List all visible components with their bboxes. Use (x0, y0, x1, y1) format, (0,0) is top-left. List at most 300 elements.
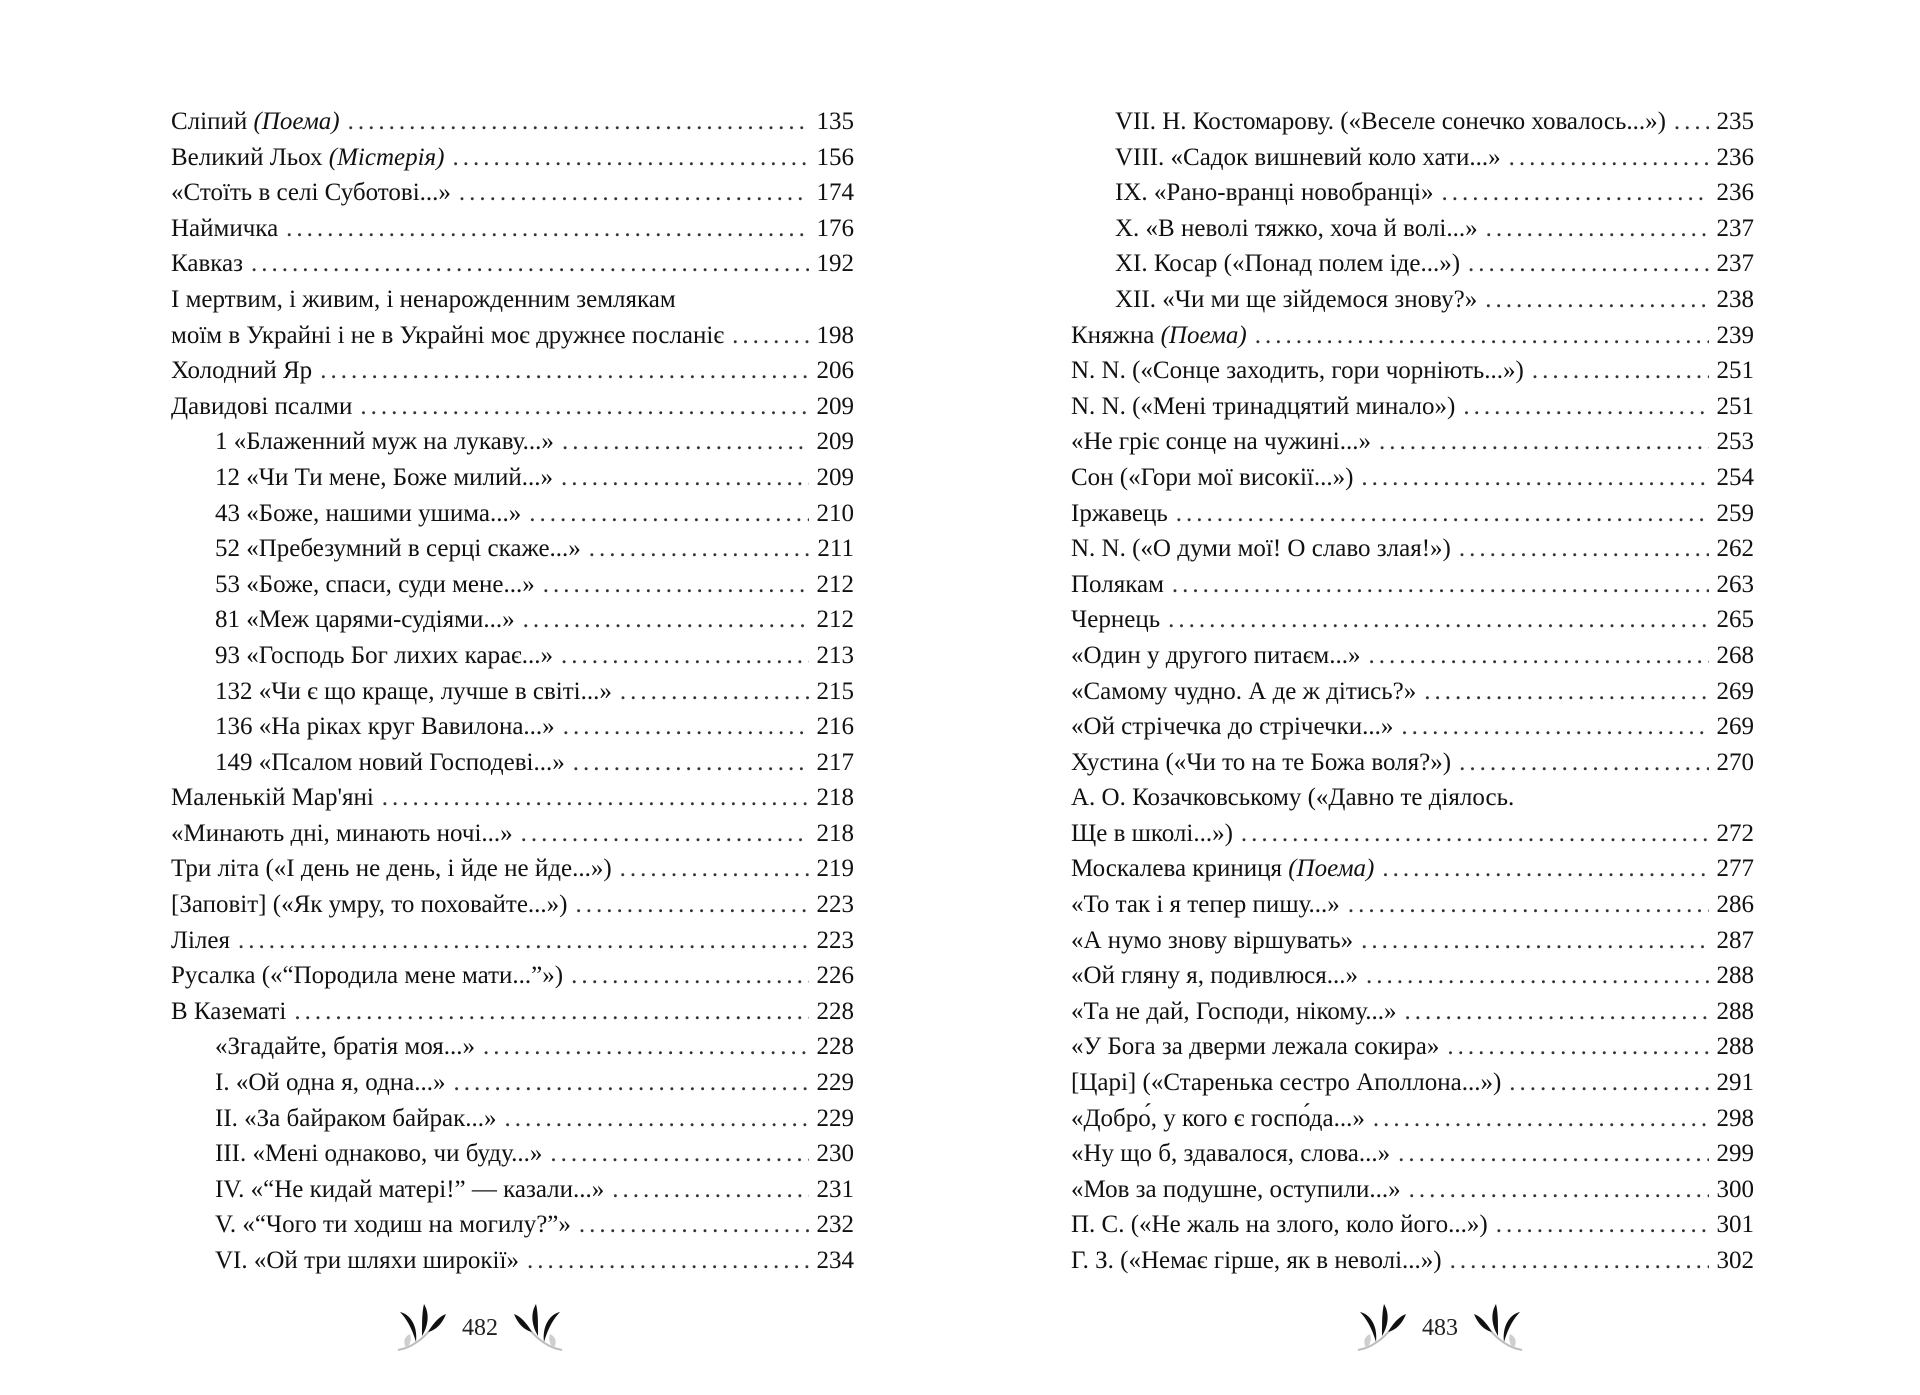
toc-entry (171, 1243, 854, 1279)
dot-leader (1401, 709, 1708, 745)
toc-entry (171, 1136, 854, 1172)
toc-entry-genre: (Поема) (253, 108, 340, 135)
leaf-ornament-icon (1352, 1298, 1408, 1358)
leaf-ornament-icon (512, 1298, 568, 1358)
toc-entry-page: 262 (1716, 535, 1754, 563)
dot-leader (563, 709, 809, 745)
toc-entry-page: 237 (1716, 250, 1754, 278)
toc-entry (171, 638, 854, 674)
toc-entry (1071, 353, 1754, 389)
dot-leader (1450, 1243, 1709, 1279)
toc-entry-title (215, 745, 565, 781)
toc-entry-page: 209 (816, 428, 854, 456)
toc-entry (1071, 674, 1754, 710)
toc-entry-title-text: I. «Ой одна я, одна...» (215, 1069, 446, 1097)
toc-entry-title-text: «Самому чудно. А де ж дітись?» (1071, 677, 1417, 705)
toc-entry (171, 175, 854, 211)
toc-entry (171, 531, 854, 567)
toc-entry-page: 231 (816, 1175, 854, 1203)
toc-entry (1071, 531, 1754, 567)
page-footer-right (960, 1298, 1920, 1358)
dot-leader (1441, 175, 1708, 211)
dot-leader (1404, 994, 1708, 1030)
toc-entry (171, 851, 854, 887)
toc-entry-page: 253 (1716, 428, 1754, 456)
toc-entry-continuation (171, 318, 854, 354)
toc-entry-title-text: 43 «Боже, нашими ушима...» (215, 499, 522, 527)
toc-entry-title (215, 531, 581, 567)
toc-entry (1071, 282, 1754, 318)
toc-entry (171, 353, 854, 389)
toc-entry-title-text: V. «“Чого ти ходиш на могилу?”» (215, 1211, 571, 1239)
toc-entry-title (1071, 1172, 1401, 1208)
toc-entry-title (1071, 531, 1451, 567)
toc-entry (1071, 318, 1754, 354)
dot-leader (1459, 745, 1708, 781)
toc-entry-title (171, 353, 312, 389)
toc-entry-page: 298 (1716, 1104, 1754, 1132)
toc-entry-page: 251 (1716, 357, 1754, 385)
dot-leader (1485, 282, 1708, 318)
dot-leader (562, 424, 809, 460)
dot-leader (453, 140, 809, 176)
toc-entry-page: 270 (1716, 748, 1754, 776)
toc-entry-page: 291 (1716, 1069, 1754, 1097)
toc-entry-page: 174 (816, 179, 854, 207)
toc-entry-title-text: Хустина («Чи то на те Божа воля?») (1071, 748, 1452, 776)
toc-entry-title-text: IV. «“Не кидай матері!” — казали...» (215, 1175, 605, 1203)
toc-entry-title (215, 1101, 496, 1137)
dot-leader (1463, 389, 1708, 425)
toc-entry-title (171, 389, 352, 425)
toc-entry-title (171, 958, 563, 994)
toc-entry (171, 1029, 854, 1065)
toc-entry-title-text: XI. Косар («Понад полем іде...») (1115, 250, 1461, 278)
toc-entry-page: 217 (816, 748, 854, 776)
toc-entry-title (215, 496, 521, 532)
dot-leader (1241, 816, 1709, 852)
dot-leader (360, 389, 808, 425)
toc-entry (1071, 1172, 1754, 1208)
toc-entry-title-text: «Згадайте, братія моя...» (215, 1033, 475, 1061)
toc-entry-page: 302 (1716, 1247, 1754, 1274)
toc-entry-title (171, 104, 340, 140)
toc-entry-title-text: XII. «Чи ми ще зійдемося знову?» (1115, 285, 1478, 313)
dot-leader (1172, 567, 1709, 603)
toc-entry (1071, 1243, 1754, 1279)
toc-entry-title (1071, 709, 1393, 745)
toc-entry-page: 211 (817, 535, 854, 563)
toc-entry-page: 237 (1716, 214, 1754, 242)
toc-entry (171, 211, 854, 247)
toc-entry (1071, 389, 1754, 425)
dot-leader (579, 1207, 809, 1243)
toc-entry-page: 228 (816, 997, 854, 1025)
toc-entry-title-text: Три літа («І день не день, і йде не йде...») (171, 855, 612, 883)
toc-entry (171, 104, 854, 140)
toc-entry-title-text: III. «Мені однаково, чи буду...» (215, 1140, 543, 1168)
toc-entry-title (215, 674, 612, 710)
dot-leader (483, 1029, 809, 1065)
toc-entry-page: 135 (816, 108, 854, 135)
toc-entry-title-text: «Ой гляну я, подивлюся...» (1071, 962, 1358, 990)
toc-entry-page: 156 (816, 143, 854, 171)
toc-entry-title-text: Наймичка (171, 214, 279, 242)
toc-entry-page: 229 (816, 1104, 854, 1132)
toc-entry-page: 272 (1716, 819, 1754, 847)
toc-entry (1071, 104, 1754, 140)
toc-entry-title (1115, 175, 1433, 211)
dot-leader (573, 745, 809, 781)
toc-entry-title-text: VIII. «Садок вишневий коло хати...» (1115, 143, 1501, 171)
toc-entry-page: 218 (816, 784, 854, 812)
toc-entry-title-text: [Царі] («Старенька сестро Аполлона...») (1071, 1069, 1502, 1097)
toc-entry-title-text: Лілея (171, 926, 230, 954)
toc-entry-page: 299 (1716, 1140, 1754, 1168)
toc-entry-page: 234 (816, 1247, 854, 1274)
toc-entry-page: 230 (816, 1140, 854, 1168)
dot-leader (286, 211, 808, 247)
dot-leader (320, 353, 808, 389)
dot-leader (521, 816, 809, 852)
toc-entry-title-text: Кавказ (171, 250, 243, 278)
page-footer-left (0, 1298, 960, 1358)
toc-entry-title (1071, 318, 1247, 354)
toc-entry-title (171, 318, 724, 354)
page-number: 482 (462, 1314, 498, 1341)
toc-entry-title (1071, 424, 1371, 460)
toc-entry-title-text: «Стоїть в селі Суботові...» (171, 179, 451, 207)
toc-entry (171, 674, 854, 710)
toc-entry-page: 212 (816, 606, 854, 634)
toc-entry (171, 994, 854, 1030)
toc-entry-title (1071, 1243, 1442, 1279)
toc-entry-title-text: «Один у другого питаєм...» (1071, 641, 1361, 669)
toc-entry-page: 269 (1716, 713, 1754, 741)
toc-entry (1071, 496, 1754, 532)
toc-entry (171, 923, 854, 959)
toc-entry-title-text: «Мов за подушне, оступили...» (1071, 1175, 1401, 1203)
toc-entry-title-text: II. «За байраком байрак...» (215, 1104, 497, 1132)
toc-entry (171, 140, 854, 176)
toc-entry-title (171, 246, 243, 282)
toc-entry (1071, 211, 1754, 247)
toc-entry-title-text: 1 «Блаженний муж на лукаву...» (215, 428, 554, 456)
toc-entry-page: 287 (1716, 926, 1754, 954)
toc-entry-title (171, 211, 278, 247)
toc-entry-page: 219 (816, 855, 854, 883)
toc-entry-page: 215 (816, 677, 854, 705)
toc-entry-title-text: Ще в школі...») (1071, 819, 1233, 847)
toc-entry-title (1071, 1029, 1439, 1065)
toc-entry-page: 209 (816, 392, 854, 420)
toc-entry-title (171, 780, 374, 816)
dot-leader (294, 994, 808, 1030)
dot-leader (620, 674, 809, 710)
dot-leader (561, 460, 808, 496)
toc-entry-title (1071, 1065, 1501, 1101)
toc-entry-page: 213 (816, 641, 854, 669)
toc-entry-title-text: «Не гріє сонце на чужині...» (1071, 428, 1371, 456)
toc-entry-title-text: N. N. («О думи мої! О славо злая!») (1071, 535, 1451, 563)
toc-entry-page: 229 (816, 1069, 854, 1097)
dot-leader (523, 602, 809, 638)
dot-leader (1532, 353, 1709, 389)
dot-leader (1486, 211, 1709, 247)
toc-entry (1071, 175, 1754, 211)
toc-entry-page: 301 (1716, 1211, 1754, 1239)
toc-entry-page: 198 (816, 321, 854, 349)
toc-entry-title (1071, 851, 1374, 887)
toc-entry (1071, 958, 1754, 994)
dot-leader (251, 246, 809, 282)
toc-entry-title (215, 1172, 604, 1208)
page-number: 483 (1422, 1314, 1458, 1341)
toc-entry-title-text: 132 «Чи є що краще, лучше в світі...» (215, 677, 612, 705)
toc-entry-page: 212 (816, 570, 854, 598)
toc-entry (1071, 780, 1754, 851)
toc-entry-title (1071, 602, 1160, 638)
dot-leader (612, 1172, 808, 1208)
toc-entry-title-text: Чернець (1071, 606, 1161, 634)
dot-leader (238, 923, 809, 959)
dot-leader (529, 496, 808, 532)
toc-entry-title-text: «То так і я тепер пишу...» (1071, 891, 1340, 919)
toc-entry-title-text: «Добро́, у кого є госпо́да...» (1071, 1104, 1365, 1132)
toc-entry (1071, 1207, 1754, 1243)
toc-entry-title (171, 851, 612, 887)
toc-entry-title (215, 460, 553, 496)
toc-entry-title (1071, 1136, 1390, 1172)
toc-entry-title (1115, 246, 1460, 282)
toc-entry-title (171, 175, 451, 211)
toc-entry-title (1115, 104, 1666, 140)
toc-entry-page: 288 (1716, 1033, 1754, 1061)
toc-entry-title-text: 52 «Пребезумний в серці скаже...» (215, 535, 581, 563)
toc-entry-title-text: Г. З. («Немає гірше, як в неволі...») (1071, 1247, 1442, 1274)
dot-leader (543, 567, 809, 603)
toc-entry (1071, 1136, 1754, 1172)
toc-entry-title (1071, 674, 1416, 710)
toc-entry-title-line: А. О. Козачковському («Давно те діялось. (1071, 784, 1515, 812)
dot-leader (576, 887, 809, 923)
toc-entry-genre: (Поема) (1160, 321, 1247, 349)
right-page (960, 0, 1920, 1395)
toc-entry-page: 236 (1716, 143, 1754, 171)
toc-entry-title-text: 81 «Меж царями-судіями...» (215, 606, 515, 634)
toc-entry-title (215, 1136, 542, 1172)
toc-entry-page: 263 (1716, 570, 1754, 598)
toc-entry (1071, 602, 1754, 638)
toc-entry-title-text: П. С. («Не жаль на злого, коло його...») (1071, 1211, 1488, 1239)
dot-leader (1168, 602, 1708, 638)
toc-entry (171, 887, 854, 923)
dot-leader (1361, 923, 1708, 959)
toc-entry-title (1071, 353, 1524, 389)
toc-entry (1071, 923, 1754, 959)
toc-entry-page: 209 (816, 463, 854, 491)
dot-leader (1373, 1101, 1709, 1137)
toc-entry-title-text: X. «В неволі тяжко, хоча й волі...» (1115, 214, 1478, 242)
toc-entry-title-text: [Заповіт] («Як умру, то поховайте...») (171, 891, 568, 919)
dot-leader (1424, 674, 1708, 710)
dot-leader (571, 958, 808, 994)
dot-leader (1409, 1172, 1709, 1208)
toc-entry (171, 1207, 854, 1243)
toc-entry-title-text: Холодний Яр (171, 357, 313, 385)
toc-entry-page: 265 (1716, 606, 1754, 634)
toc-entry (171, 780, 854, 816)
toc-entry-title (215, 709, 555, 745)
toc-entry-title (215, 567, 535, 603)
toc-entry-title-text: N. N. («Мені тринадцятий минало») (1071, 392, 1456, 420)
toc-entry-title-text: «А нумо знову віршувать» (1071, 926, 1354, 954)
toc-entry (1071, 1065, 1754, 1101)
toc-entry-title (215, 1243, 519, 1279)
dot-leader (1496, 1207, 1709, 1243)
toc-entry-title (1071, 958, 1358, 994)
toc-entry-title (1071, 923, 1353, 959)
toc-entry-title (171, 923, 230, 959)
toc-entry-page: 210 (816, 499, 854, 527)
toc-entry-title (215, 638, 553, 674)
dot-leader (453, 1065, 808, 1101)
toc-entry (1071, 709, 1754, 745)
toc-entry (171, 496, 854, 532)
toc-entry (171, 602, 854, 638)
toc-entry-title-text: Русалка («“Породила мене мати...”») (171, 962, 564, 990)
toc-entry (1071, 745, 1754, 781)
dot-leader (589, 531, 810, 567)
toc-entry-title-line: І мертвим, і живим, і ненарожденним землякам (171, 285, 676, 313)
toc-entry-page: 235 (1716, 108, 1754, 135)
dot-leader (1509, 140, 1709, 176)
dot-leader (550, 1136, 808, 1172)
dot-leader (732, 318, 808, 354)
toc-entry-page: 254 (1716, 463, 1754, 491)
toc-entry-page: 223 (816, 926, 854, 954)
toc-entry (1071, 1029, 1754, 1065)
toc-entry (171, 709, 854, 745)
dot-leader (1459, 531, 1709, 567)
toc-entry-title-text: VII. Н. Костомарову. («Веселе сонечко ховалось...») (1115, 108, 1666, 135)
dot-leader (1382, 851, 1708, 887)
dot-leader (1348, 887, 1709, 923)
toc-entry (171, 282, 854, 353)
leaf-ornament-icon (392, 1298, 448, 1358)
dot-leader (504, 1101, 808, 1137)
toc-entry (171, 389, 854, 425)
dot-leader (561, 638, 808, 674)
toc-entry-title (215, 424, 554, 460)
dot-leader (459, 175, 809, 211)
toc-entry (171, 460, 854, 496)
toc-entry-title-text: «Та не дай, Господи, нікому...» (1071, 997, 1397, 1025)
toc-entry-page: 300 (1716, 1175, 1754, 1203)
toc-entry (171, 1101, 854, 1137)
toc-entry-title (1071, 1101, 1365, 1137)
toc-entry (171, 1172, 854, 1208)
toc-entry (1071, 246, 1754, 282)
toc-list-right (1071, 104, 1754, 1279)
toc-entry-title (1071, 567, 1164, 603)
toc-entry-page: 176 (816, 214, 854, 242)
toc-entry (171, 958, 854, 994)
dot-leader (1674, 104, 1709, 140)
toc-entry-title-text: Іржавець (1071, 499, 1168, 527)
toc-entry-title (1071, 460, 1353, 496)
toc-entry-title (1071, 496, 1168, 532)
toc-entry-title (1115, 282, 1477, 318)
toc-entry-page: 269 (1716, 677, 1754, 705)
toc-entry (1071, 851, 1754, 887)
toc-entry-page: 259 (1716, 499, 1754, 527)
toc-entry-title (1071, 638, 1361, 674)
dot-leader (1255, 318, 1709, 354)
toc-entry-title-text: 136 «На ріках круг Вавилона...» (215, 713, 555, 741)
toc-entry-title-text: моїм в Украйні і не в Украйні моє дружнєе посланіє (171, 321, 725, 349)
toc-entry-title (215, 1065, 445, 1101)
toc-entry-page: 218 (816, 819, 854, 847)
dot-leader (527, 1243, 809, 1279)
toc-entry-page: 226 (816, 962, 854, 990)
toc-entry-page: 286 (1716, 891, 1754, 919)
dot-leader (620, 851, 809, 887)
toc-entry-title (1115, 140, 1501, 176)
toc-entry-title (1071, 745, 1451, 781)
toc-entry-title-text: IX. «Рано-вранці новобранці» (1115, 179, 1434, 207)
toc-entry (1071, 887, 1754, 923)
toc-entry-title (171, 816, 513, 852)
toc-entry-title-text: Полякам (1071, 570, 1164, 598)
dot-leader (1447, 1029, 1708, 1065)
toc-entry-title (1071, 816, 1233, 852)
toc-entry-title (215, 1029, 475, 1065)
toc-list-left (171, 104, 854, 1279)
toc-entry-page: 238 (1716, 285, 1754, 313)
toc-entry-title-text: В Казематі (171, 997, 287, 1025)
toc-entry-page: 236 (1716, 179, 1754, 207)
toc-entry (1071, 1101, 1754, 1137)
dot-leader (1398, 1136, 1708, 1172)
toc-entry-page: 268 (1716, 641, 1754, 669)
toc-entry-title-text: «Ой стрічечка до стрічечки...» (1071, 713, 1394, 741)
toc-entry-page: 239 (1716, 321, 1754, 349)
toc-entry (171, 745, 854, 781)
toc-entry-title (215, 1207, 571, 1243)
toc-entry-title-text: VI. «Ой три шляхи широкії» (215, 1247, 519, 1274)
toc-entry (1071, 140, 1754, 176)
toc-entry-page: 206 (816, 357, 854, 385)
toc-entry-title-text: 12 «Чи Ти мене, Боже милий...» (215, 463, 554, 491)
toc-entry (1071, 567, 1754, 603)
dot-leader (348, 104, 809, 140)
toc-entry-title-text: Сон («Гори мої високії...») (1071, 463, 1354, 491)
dot-leader (1369, 638, 1709, 674)
toc-entry (1071, 638, 1754, 674)
toc-entry-genre: (Поема) (1288, 855, 1375, 883)
toc-entry-page: 288 (1716, 997, 1754, 1025)
toc-entry-title-text: Маленькій Мар'яні (171, 784, 374, 812)
toc-entry-title-text: Москалева криниця (1071, 855, 1289, 883)
toc-entry-title-text: N. N. («Сонце заходить, гори чорніють...») (1071, 357, 1524, 385)
leaf-ornament-icon (1472, 1298, 1528, 1358)
toc-entry-title (171, 140, 445, 176)
toc-entry-title (1071, 994, 1396, 1030)
toc-entry-title-text: 149 «Псалом новий Господеві...» (215, 748, 565, 776)
toc-entry-title-text: 93 «Господь Бог лихих карає...» (215, 641, 554, 669)
toc-entry-title-text: Княжна (1071, 321, 1161, 349)
